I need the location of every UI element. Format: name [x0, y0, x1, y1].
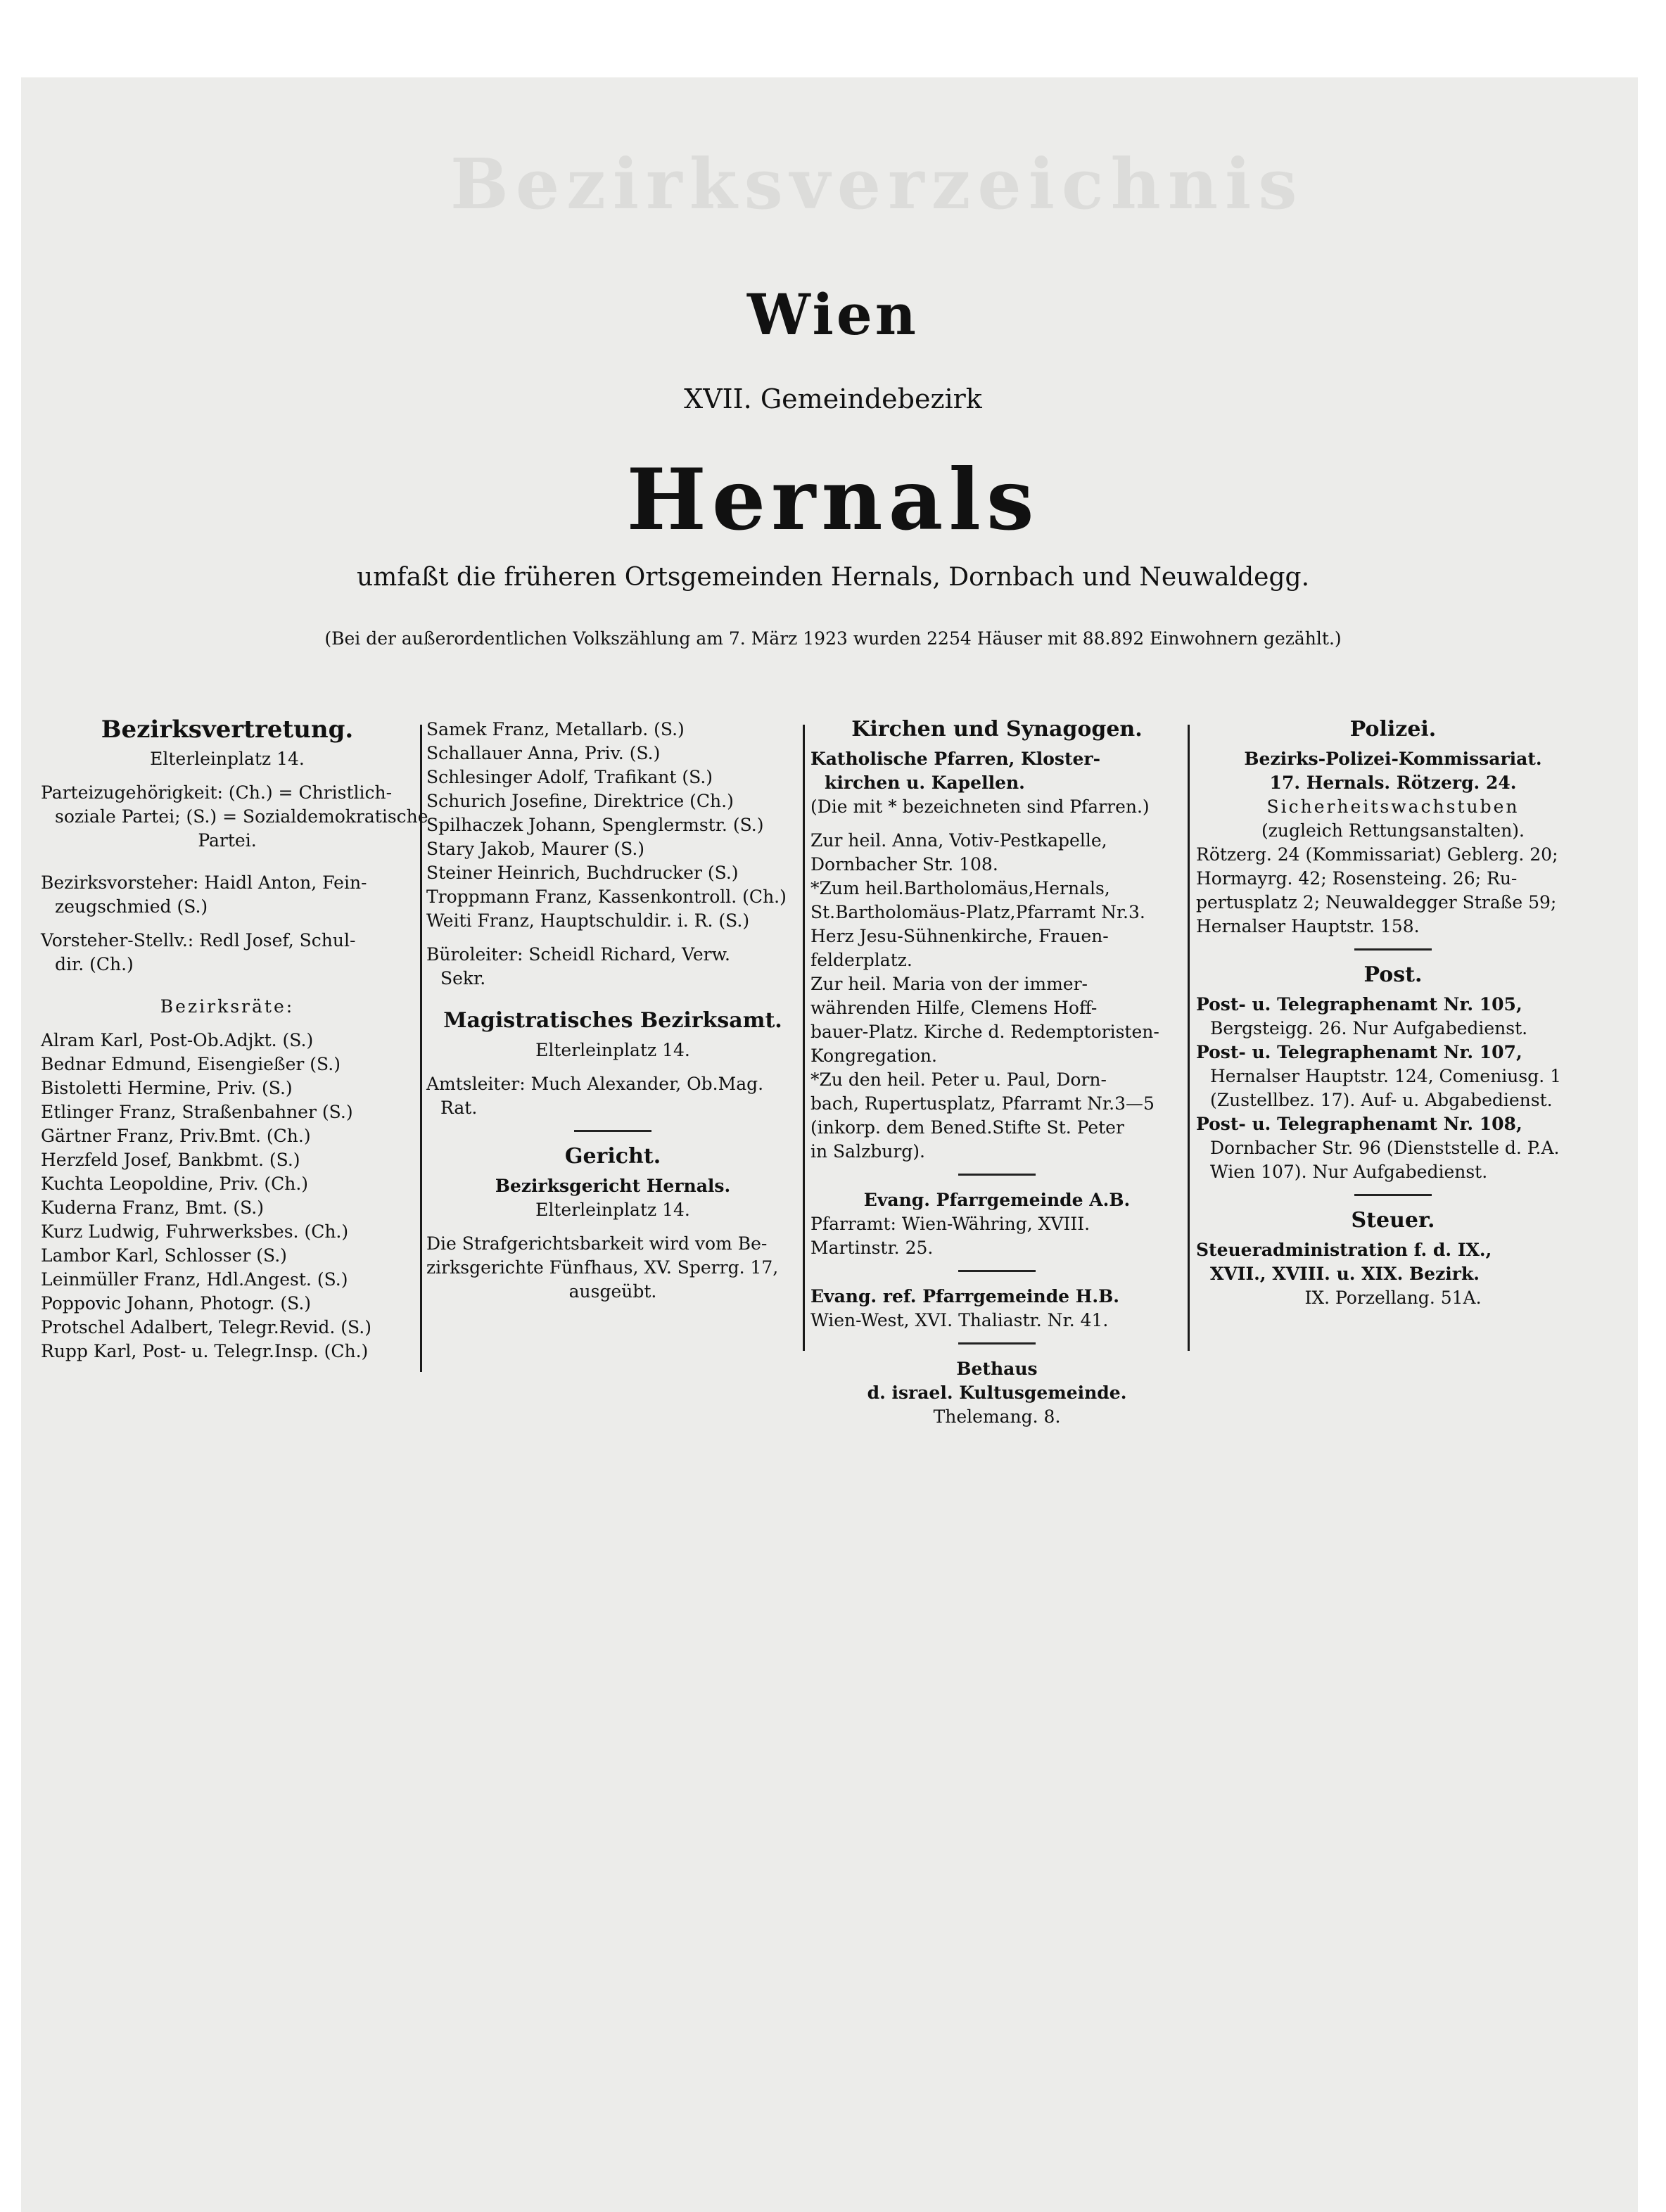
amtsleiter: Amtsleiter: Much Alexander, Ob.Mag. Rat.: [426, 1074, 764, 1118]
section-title: Post.: [1363, 962, 1423, 987]
list-item: Steiner Heinrich, Buchdrucker (S.): [426, 863, 739, 883]
list-item: Herz Jesu-Sühnenkirche, Frauen- felderplatz.: [810, 926, 1109, 970]
district-name: Hernals: [626, 450, 1040, 549]
court-name: Bezirksgericht Hernals.: [495, 1176, 731, 1196]
list-item: Lambor Karl, Schlosser (S.): [41, 1245, 287, 1266]
list-item: Leinmüller Franz, Hdl.Angest. (S.): [41, 1269, 348, 1290]
list-item: Kurz Ludwig, Fuhrwerksbes. (Ch.): [41, 1221, 349, 1242]
section-title: Magistratisches Bezirksamt.: [443, 1008, 782, 1033]
bueroleiter: Büroleiter: Scheidl Richard, Verw. Sekr.: [426, 944, 730, 989]
scan-border-top: [0, 0, 1666, 77]
list-item: Kuderna Franz, Bmt. (S.): [41, 1197, 265, 1218]
subsection-title: Bethaus: [956, 1359, 1038, 1379]
city-title: Wien: [747, 281, 919, 348]
list-item: Protschel Adalbert, Telegr.Revid. (S.): [41, 1317, 371, 1337]
list-item: Stary Jakob, Maurer (S.): [426, 839, 645, 859]
list-item: Alram Karl, Post-Ob.Adjkt. (S.): [41, 1030, 314, 1050]
list-item: Post- u. Telegraphenamt Nr. 107, Hernalser Hauptstr. 124, Comeniusg. 1 (Zustellbez. 17). Auf- u. Abgabedienst.: [1196, 1042, 1562, 1110]
list-item: Bednar Edmund, Eisengießer (S.): [41, 1054, 341, 1074]
section-title: Gericht.: [564, 1144, 661, 1169]
list-item: Schlesinger Adolf, Trafikant (S.): [426, 767, 713, 787]
column-behoerden: Polizei. Bezirks-Polizei-Kommissariat. 17. Hernals. Rötzerg. 24. Sicherheitswachstuben (zugleich Rettungsanstalten). Rötzerg. 24 (Kommissariat) Geblerg. 20; Hormayrg. 42; Rosensteing. 26; Ru- pertusplatz 2; Neuwaldegger Straße 59; Hernalser Hauptstr. 158. Post. Post- u. Telegraphenamt Nr. 105, Bergsteigg. 26. Nur Aufgabedienst. Post- u. Telegraphenamt Nr. 107, Hernalser Hauptstr. 124, Comeniusg. 1 (Zustellbez. 17). Auf- u. Abgabedienst. Post- u. Telegraphenamt Nr. 108, Dornbacher Str. 96 (Dienststelle d. P.A. Wien 107). Nur Aufgabedienst. Steuer. Steueradministration f. d. IX., XVII., XVIII. u. XIX. Bezirk. IX. Porzellang. 51A.: [1196, 718, 1590, 1310]
district-includes: umfaßt die früheren Ortsgemeinden Hernals, Dornbach und Neuwaldegg.: [356, 563, 1310, 592]
list-item: Etlinger Franz, Straßenbahner (S.): [41, 1102, 353, 1122]
list-item: Gärtner Franz, Priv.Bmt. (Ch.): [41, 1126, 311, 1146]
address: Elterleinplatz 14.: [535, 1200, 690, 1220]
list-item: *Zum heil.Bartholomäus,Hernals, St.Bartholomäus-Platz,Pfarramt Nr.3.: [810, 878, 1145, 922]
list-item: Hormayrg. 42; Rosensteing. 26; Ru-: [1196, 868, 1518, 889]
column-bezirksamt: [426, 718, 799, 1304]
wachstuben-title: Sicherheitswachstuben: [1266, 796, 1520, 817]
list-item: Zur heil. Maria von der immer- währenden Hilfe, Clemens Hoff- bauer-Platz. Kirche d. Redemptoristen- Kongregation.: [810, 974, 1159, 1066]
address: Elterleinplatz 14.: [150, 749, 305, 769]
bezirksvorsteher: Bezirksvorsteher: Haidl Anton, Fein- zeugschmied (S.): [41, 872, 367, 917]
divider: [1354, 1194, 1432, 1196]
list-item: Post- u. Telegraphenamt Nr. 108, Dornbacher Str. 96 (Dienststelle d. P.A. Wien 107). Nur Aufgabedienst.: [1196, 1114, 1560, 1182]
divider: [958, 1342, 1036, 1345]
list-item: *Zu den heil. Peter u. Paul, Dorn- bach, Rupertusplatz, Pfarramt Nr.3—5 (inkorp. dem Bened.Stifte St. Peter in Salzburg).: [810, 1069, 1155, 1162]
divider: [574, 1130, 651, 1132]
kommissariat-address: 17. Hernals. Rötzerg. 24.: [1269, 773, 1517, 793]
census-note: (Bei der außerordentlichen Volkszählung am 7. März 1923 wurden 2254 Häuser mit 88.892 Einwohnern gezählt.): [324, 628, 1342, 649]
divider: [958, 1174, 1036, 1176]
subsection-title: Evang. Pfarrgemeinde A.B.: [863, 1190, 1131, 1210]
list-item: Kuchta Leopoldine, Priv. (Ch.): [41, 1174, 309, 1194]
list-item: Hernalser Hauptstr. 158.: [1196, 916, 1420, 936]
list-item: Schallauer Anna, Priv. (S.): [426, 743, 661, 763]
list-item: pertusplatz 2; Neuwaldegger Straße 59;: [1196, 892, 1557, 913]
kommissariat: Bezirks-Polizei-Kommissariat.: [1244, 749, 1542, 769]
section-title: Kirchen und Synagogen.: [851, 717, 1143, 742]
list-item: Zur heil. Anna, Votiv-Pestkapelle, Dornbacher Str. 108.: [810, 830, 1107, 875]
subsection-title: kirchen u. Kapellen.: [825, 773, 1025, 793]
list-item: Herzfeld Josef, Bankbmt. (S.): [41, 1150, 300, 1170]
vorsteher-stellvertreter: Vorsteher-Stellv.: Redl Josef, Schul- dir. (Ch.): [41, 930, 356, 974]
address: Elterleinplatz 14.: [535, 1040, 690, 1060]
divider: [1354, 948, 1432, 951]
bleed-through-text: Bezirksverzeichnis: [450, 144, 1304, 225]
list-item: Bistoletti Hermine, Priv. (S.): [41, 1078, 293, 1098]
column-divider: [1188, 725, 1190, 1351]
column-kirchen: Kirchen und Synagogen. Katholische Pfarren, Kloster- kirchen u. Kapellen. (Die mit * bezeichneten sind Pfarren.) Zur heil. Anna, Votiv-Pestkapelle, Dornbacher Str. 108. *Zum heil.Bartholomäus,Hernals, St.Bartholomäus-Platz,Pfarramt Nr.3. Herz Jesu-Sühnenkirche, Frauen- felderplatz. Zur heil. Maria von der immer- währenden Hilfe, Clemens Hoff- bauer-Platz. Kirche d. Redemptoristen- Kongregation. *Zu den heil. Peter u. Paul, Dorn- bach, Rupertusplatz, Pfarramt Nr.3—5 (inkorp. dem Bened.Stifte St. Peter in Salzburg). Evang. Pfarrgemeinde A.B. Pfarramt: Wien-Währing, XVIII. Martinstr. 25. Evang. ref. Pfarrgemeinde H.B. Wien-West, XVI. Thaliastr. Nr. 41. Bethaus d. israel. Kultusgemeinde. Thelemang. 8.: [810, 718, 1183, 1429]
district-number: XVII. Gemeindebezirk: [684, 383, 982, 414]
list-item: Weiti Franz, Hauptschuldir. i. R. (S.): [426, 910, 750, 931]
list-item: Rupp Karl, Post- u. Telegr.Insp. (Ch.): [41, 1341, 369, 1361]
column-divider: [803, 725, 805, 1351]
list-item: Spilhaczek Johann, Spenglermstr. (S.): [426, 815, 764, 835]
note: (Die mit * bezeichneten sind Pfarren.): [810, 796, 1150, 817]
bezirksraete-title: Bezirksräte:: [160, 996, 295, 1017]
party-note: Parteizugehörigkeit: (Ch.) = Christlich- soziale Partei; (S.) = Sozialdemokratische Partei.: [41, 782, 428, 851]
list-item: Poppovic Johann, Photogr. (S.): [41, 1293, 312, 1314]
divider: [958, 1270, 1036, 1272]
column-bezirksvertretung: [41, 716, 428, 1364]
list-item: Troppmann Franz, Kassenkontroll. (Ch.): [426, 886, 787, 907]
list-item: Rötzerg. 24 (Kommissariat) Geblerg. 20;: [1196, 844, 1558, 865]
section-title: Steuer.: [1351, 1208, 1435, 1233]
list-item: Post- u. Telegraphenamt Nr. 105, Bergsteigg. 26. Nur Aufgabedienst.: [1196, 994, 1528, 1038]
court-note: Die Strafgerichtsbarkeit wird vom Be- zirksgerichte Fünfhaus, XV. Sperrg. 17, ausgeübt.: [426, 1233, 779, 1302]
section-title: Polizei.: [1349, 717, 1437, 742]
section-title: Bezirksvertretung.: [101, 716, 354, 744]
subsection-title: Evang. ref. Pfarrgemeinde H.B.: [810, 1286, 1119, 1307]
list-item: Samek Franz, Metallarb. (S.): [426, 719, 685, 739]
subsection-title: Katholische Pfarren, Kloster-: [810, 749, 1100, 769]
list-item: Schurich Josefine, Direktrice (Ch.): [426, 791, 734, 811]
